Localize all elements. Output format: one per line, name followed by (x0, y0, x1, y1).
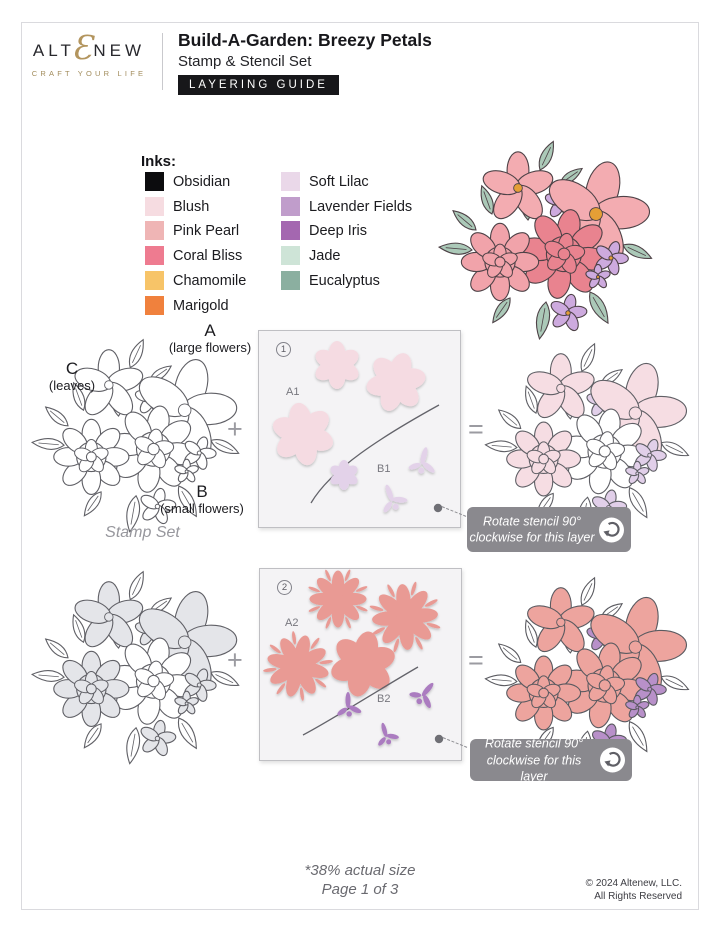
ink-name: Blush (173, 198, 210, 215)
label-a-desc: (large flowers) (168, 340, 252, 355)
ink-swatch (145, 246, 164, 265)
copyright (586, 877, 682, 903)
stencil-panel-1 (258, 330, 461, 528)
label-large-flowers (155, 322, 265, 355)
ink-row (145, 221, 239, 240)
plus-icon: + (227, 414, 243, 444)
layering-guide-badge: LAYERING GUIDE (178, 75, 339, 95)
label-small-flowers (147, 483, 257, 516)
ink-name: Lavender Fields (309, 198, 413, 215)
rotate-note-line2: clockwise for this layer (486, 752, 582, 784)
colored-bouquet-sample (448, 150, 648, 330)
ink-swatch (281, 172, 300, 191)
equals-icon: = (468, 414, 484, 444)
ink-name: Obsidian (173, 173, 231, 190)
ink-swatch (281, 246, 300, 265)
zone-label-a2: A2 (285, 617, 299, 629)
rotate-note-text (472, 735, 596, 785)
label-b: B (196, 482, 208, 501)
page-subtitle: Stamp & Stencil Set (178, 53, 312, 70)
ink-name: Coral Bliss (173, 247, 243, 264)
ink-row (281, 271, 380, 290)
brand-right: NEW (93, 41, 146, 61)
step-number-1: 1 (276, 342, 291, 357)
stencil-1-art (259, 331, 460, 527)
ink-row (281, 197, 412, 216)
ink-row (145, 197, 209, 216)
callout-anchor-dot (434, 504, 442, 512)
rotate-clockwise-icon (599, 517, 624, 542)
label-a: A (204, 321, 216, 340)
ink-row (145, 246, 242, 265)
brand-wordmark (30, 28, 148, 67)
stamp-set-caption: Stamp Set (105, 524, 180, 541)
plus-icon: + (227, 645, 243, 675)
ink-name: Pink Pearl (173, 222, 240, 239)
ink-swatch (145, 271, 164, 290)
step-number-2: 2 (277, 580, 292, 595)
ink-swatch (281, 271, 300, 290)
ink-row (281, 246, 340, 265)
ink-name: Soft Lilac (309, 173, 369, 190)
copyright-line2: All Rights Reserved (594, 891, 682, 902)
brand-script-e-icon: Ɛ (71, 28, 97, 67)
inks-heading: Inks: (141, 153, 177, 170)
ink-row (145, 296, 229, 315)
ink-swatch (281, 221, 300, 240)
stencil-2-art (260, 569, 461, 760)
ink-name: Eucalyptus (309, 272, 380, 289)
zone-label-b1: B1 (377, 463, 391, 475)
label-c-desc: (leaves) (48, 378, 96, 393)
ink-name: Deep Iris (309, 222, 368, 239)
ink-row (281, 221, 367, 240)
rotate-note-line1: Rotate stencil 90° (482, 514, 582, 528)
altenew-logo (30, 28, 148, 79)
zone-label-b2: B2 (377, 693, 391, 705)
stencil-panel-2 (259, 568, 462, 761)
label-c: C (65, 359, 79, 378)
rotate-note-text (469, 513, 595, 546)
ink-swatch (281, 197, 300, 216)
scale-note: *38% actual size (304, 862, 416, 879)
label-leaves (17, 360, 127, 393)
equals-icon: = (468, 645, 484, 675)
zone-label-a1: A1 (286, 386, 300, 398)
page-number: Page 1 of 3 (321, 881, 399, 898)
callout-anchor-dot (435, 735, 443, 743)
ink-row (145, 172, 230, 191)
ink-swatch (145, 197, 164, 216)
layer-2-result-art (492, 586, 687, 758)
header-divider (162, 33, 163, 90)
rotate-note-line1: Rotate stencil 90° (484, 736, 584, 751)
ink-name: Marigold (173, 297, 229, 314)
rotate-note-1 (467, 507, 631, 552)
ink-name: Jade (309, 247, 341, 264)
page-title: Build-A-Garden: Breezy Petals (178, 30, 432, 50)
rotate-clockwise-icon (600, 748, 625, 773)
previous-layers-gray-art (38, 580, 238, 755)
label-b-desc: (small flowers) (160, 501, 244, 516)
brand-tagline: CRAFT YOUR LIFE (31, 69, 147, 79)
rotate-note-line2: clockwise for this layer (469, 530, 595, 545)
ink-swatch (145, 296, 164, 315)
ink-swatch (145, 172, 164, 191)
ink-row (145, 271, 246, 290)
copyright-line1: © 2024 Altenew, LLC. (585, 878, 682, 889)
ink-name: Chamomile (173, 272, 247, 289)
ink-swatch (145, 221, 164, 240)
layer-1-result-art (492, 352, 687, 524)
brand-left: ALT (32, 41, 75, 61)
ink-row (281, 172, 369, 191)
rotate-note-2 (470, 736, 632, 784)
